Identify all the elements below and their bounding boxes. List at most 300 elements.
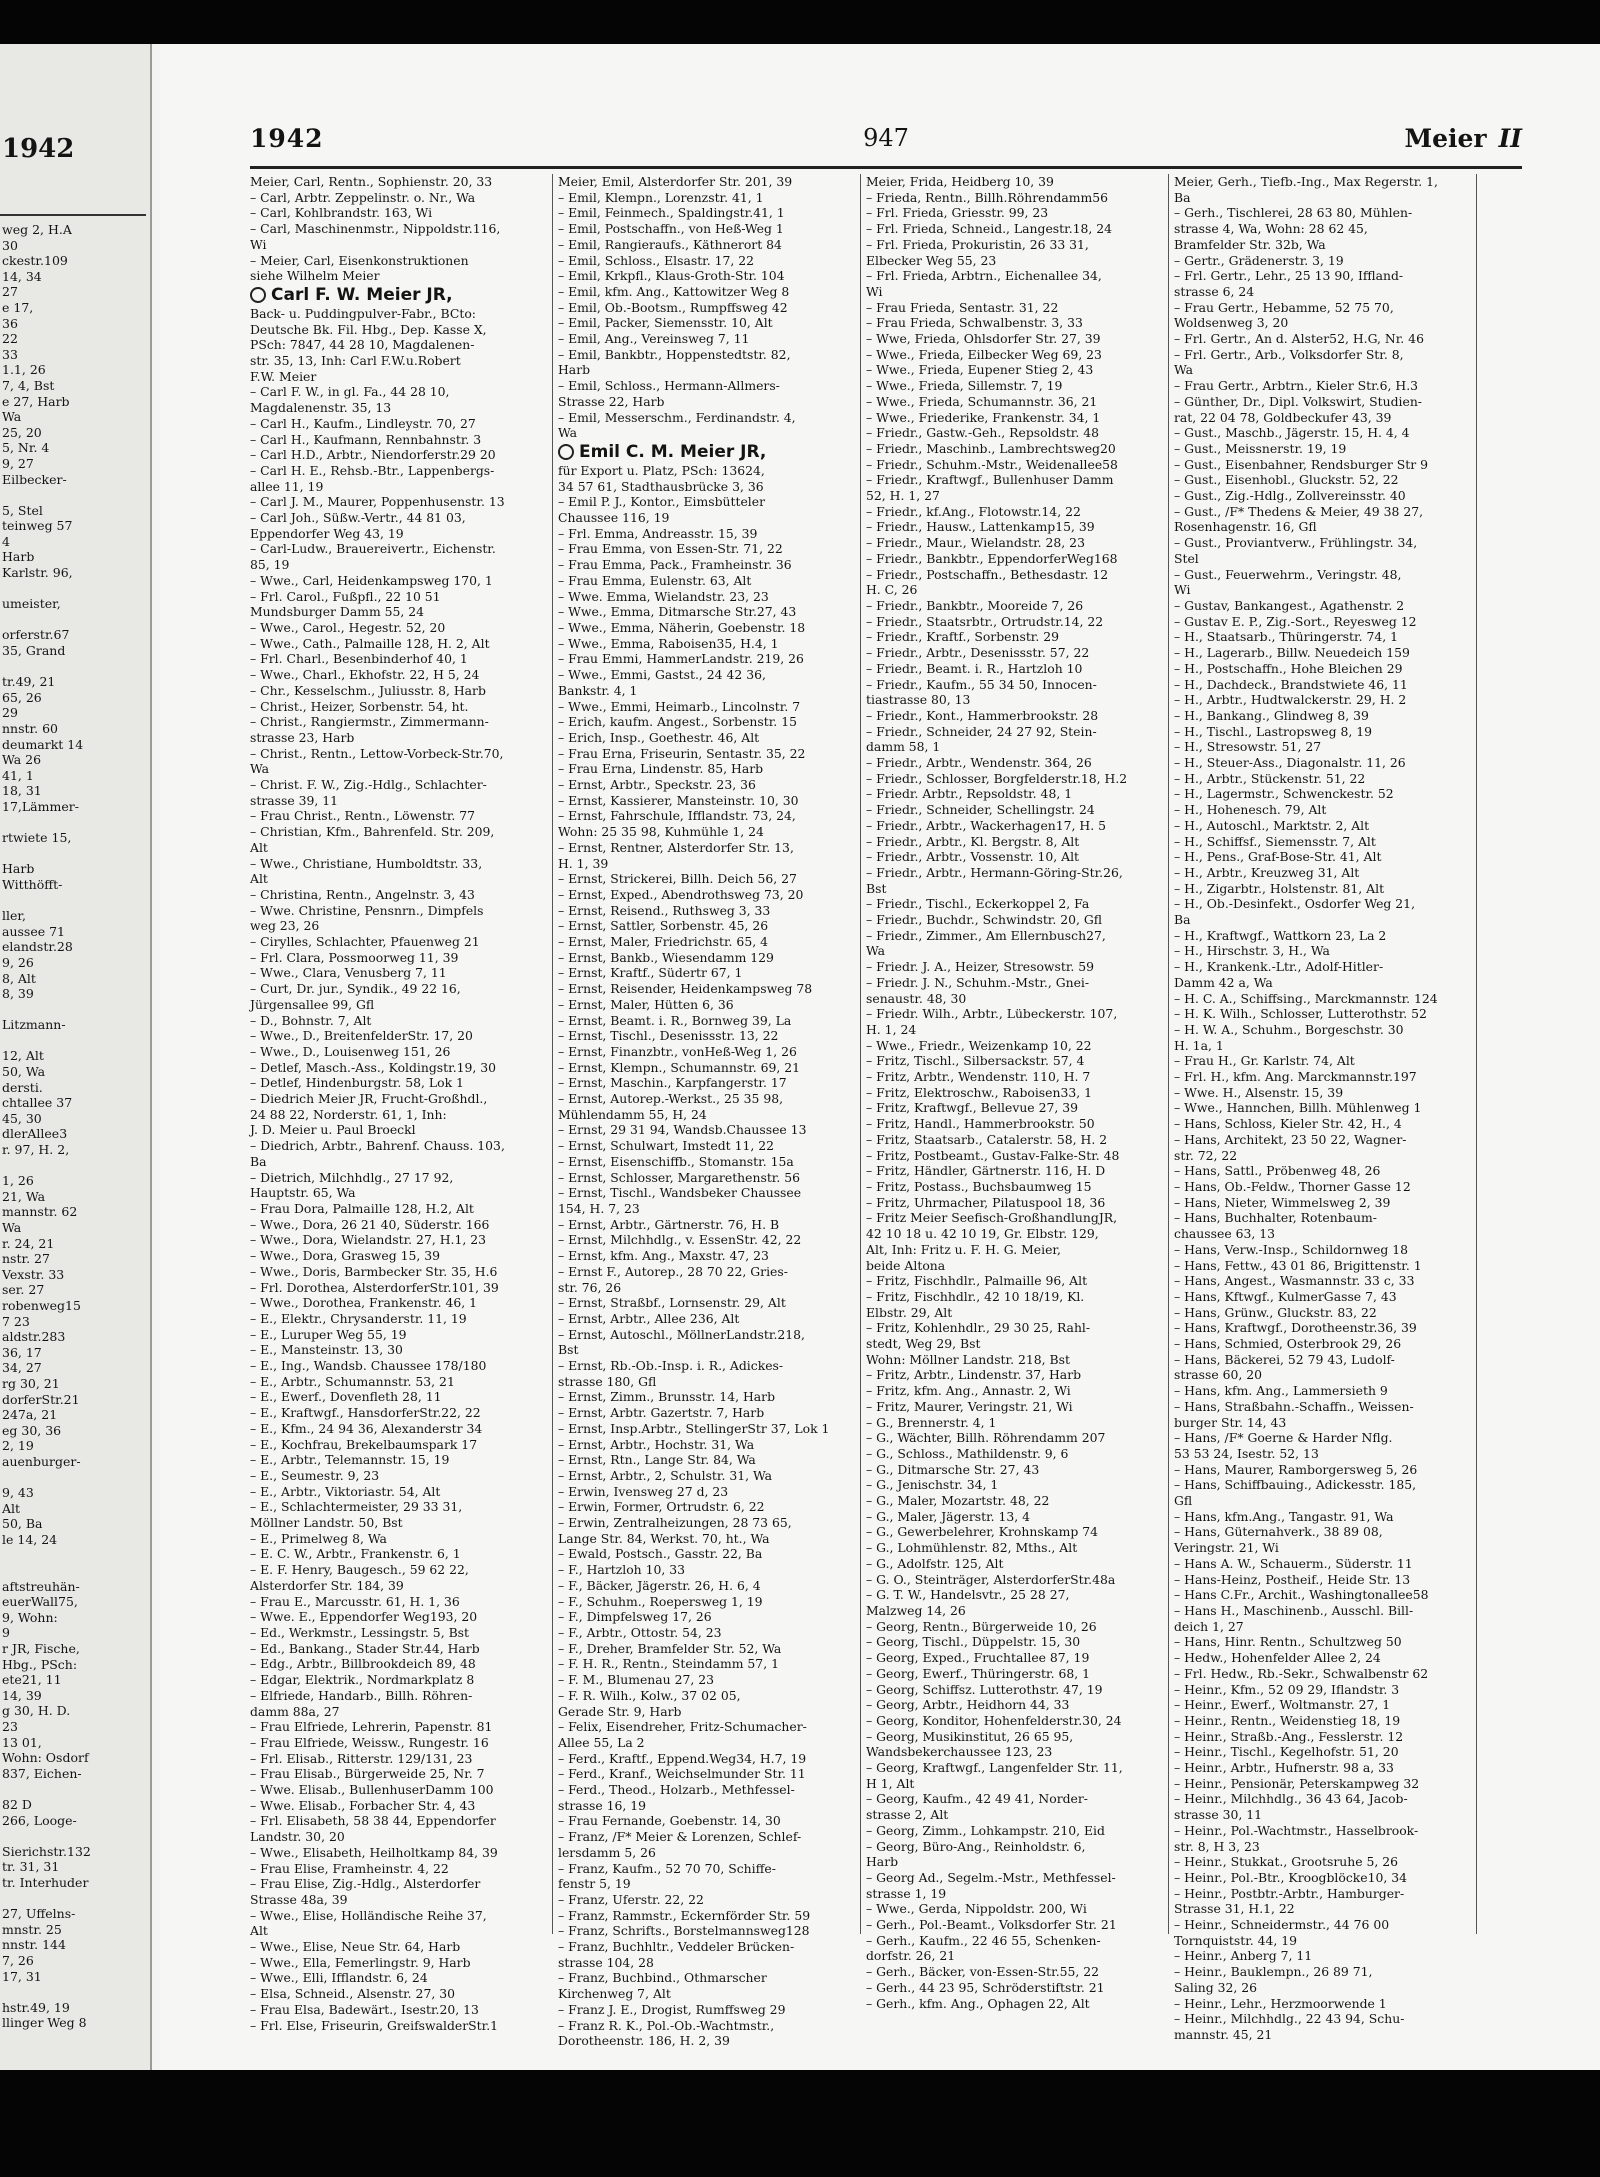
- directory-entry-line: Damm 42 a, Wa: [1174, 974, 1273, 990]
- directory-entry-line: – F., Dreher, Bramfelder Str. 52, Wa: [558, 1640, 782, 1656]
- directory-entry-line: – H., Arbtr., Stückenstr. 51, 22: [1174, 770, 1366, 786]
- directory-entry-line: – Wwe., Frieda, Schumannstr. 36, 21: [866, 393, 1098, 409]
- directory-entry-line: – H. W. A., Schuhm., Borgeschstr. 30: [1174, 1021, 1404, 1037]
- directory-entry-line: – Hans, Straßbahn.-Schaffn., Weissen-: [1174, 1398, 1414, 1414]
- directory-entry-line: – Heinr., Milchhdlg., 22 43 94, Schu-: [1174, 2011, 1405, 2027]
- directory-entry-line: – Gust., Proviantverw., Frühlingstr. 34,: [1174, 535, 1418, 551]
- directory-entry-line: – Emil, Postschaffn., von Heß-Weg 1: [558, 221, 784, 237]
- directory-entry-line: – G., Gewerbelehrer, Krohnskamp 74: [866, 1524, 1098, 1540]
- directory-entry-line: strasse 30, 11: [1174, 1807, 1263, 1823]
- directory-entry-line: F.W. Meier: [250, 368, 317, 384]
- directory-entry-line: – Friedr., Postschaffn., Bethesdastr. 12: [866, 566, 1109, 582]
- directory-entry-line: – G., Adolfstr. 125, Alt: [866, 1555, 1004, 1571]
- directory-entry-line: – Wwe. Elisab., Forbacher Str. 4, 43: [250, 1797, 476, 1813]
- directory-entry-line: – Wwe, Frieda, Ohlsdorfer Str. 27, 39: [866, 331, 1101, 347]
- directory-entry-line: – Ernst, 29 31 94, Wandsb.Chaussee 13: [558, 1122, 807, 1138]
- directory-entry-line: – Carl-Ludw., Brauereivertr., Eichenstr.: [250, 541, 496, 557]
- previous-page-line: Witthöfft-: [2, 876, 63, 892]
- column-4: [1174, 174, 1472, 2042]
- directory-entry-line: – Hans, Schiffbauing., Adickesstr. 185,: [1174, 1477, 1417, 1493]
- previous-page-lines: [2, 222, 148, 2031]
- directory-entry-line: – E., Kfm., 24 94 36, Alexanderstr 34: [250, 1420, 483, 1436]
- directory-entry-line: – Ernst F., Autorep., 28 70 22, Gries-: [558, 1263, 788, 1279]
- directory-entry-line: – Carl F. W., in gl. Fa., 44 28 10,: [250, 384, 450, 400]
- directory-entry-line: – Georg, Arbtr., Heidhorn 44, 33: [866, 1697, 1070, 1713]
- directory-entry-line: – F., Arbtr., Ottostr. 54, 23: [558, 1624, 722, 1640]
- directory-entry-line: allee 11, 19: [250, 478, 324, 494]
- directory-entry-line: – Felix, Eisendreher, Fritz-Schumacher-: [558, 1719, 807, 1735]
- directory-entry-line: – H., Lagerarb., Billw. Neuedeich 159: [1174, 645, 1410, 661]
- directory-entry-line: – H., Ob.-Desinfekt., Osdorfer Weg 21,: [1174, 896, 1416, 912]
- directory-entry-line: – Franz, Schrifts., Borstelmannsweg128: [558, 1923, 810, 1939]
- directory-entry-line: – Heinr., Pensionär, Peterskampweg 32: [1174, 1775, 1420, 1791]
- directory-entry-line: strasse 104, 28: [558, 1954, 654, 1970]
- display-advertisement-carl: [250, 284, 548, 306]
- previous-page-line: orferstr.67: [2, 627, 70, 643]
- column-divider: [552, 174, 553, 1934]
- directory-entry-line: strasse 180, Gfl: [558, 1373, 657, 1389]
- previous-page-line: hstr.49, 19: [2, 1999, 70, 2015]
- previous-page-line: 1.1, 26: [2, 362, 46, 378]
- previous-page-line: [2, 846, 148, 862]
- previous-page-line: 18, 31: [2, 783, 42, 799]
- previous-page-line: 29: [2, 705, 18, 721]
- previous-page-line: [2, 1470, 148, 1486]
- directory-entry-line: – Fritz, Fischhdlr., Palmaille 96, Alt: [866, 1273, 1088, 1289]
- directory-entry-line: Tornquiststr. 44, 19: [1174, 1932, 1298, 1948]
- directory-entry-line: – Fritz, Elektroschw., Raboisen33, 1: [866, 1084, 1092, 1100]
- directory-entry-line: – Franz J. E., Drogist, Rumffsweg 29: [558, 2001, 786, 2017]
- previous-page-line: Wa: [2, 409, 22, 425]
- directory-entry-line: – Franz, Buchhltr., Veddeler Brücken-: [558, 1939, 795, 1955]
- directory-entry-line: – Frl. Emma, Andreasstr. 15, 39: [558, 525, 758, 541]
- directory-entry-line: – Frau Elise, Zig.-Hdlg., Alsterdorfer: [250, 1876, 481, 1892]
- directory-entry-line: – Franz, Uferstr. 22, 22: [558, 1891, 704, 1907]
- previous-page-line: 14, 34: [2, 268, 42, 284]
- directory-entry-line: – Friedr., Staatsrbtr., Ortrudstr.14, 22: [866, 613, 1104, 629]
- directory-entry-line: – Erwin, Zentralheizungen, 28 73 65,: [558, 1515, 792, 1531]
- directory-entry-line: fenstr 5, 19: [558, 1876, 631, 1892]
- previous-page-line: Wohn: Osdorf: [2, 1750, 89, 1766]
- directory-entry-line: Hauptstr. 65, Wa: [250, 1185, 356, 1201]
- directory-entry-line: – Friedr. Wilh., Arbtr., Lübeckerstr. 107,: [866, 1006, 1118, 1022]
- previous-page-rule: [0, 214, 146, 216]
- directory-entry-line: – Ernst, Arbtr. Gazertstr. 7, Harb: [558, 1405, 765, 1421]
- directory-entry-line: – Georg, Kaufm., 42 49 41, Norder-: [866, 1791, 1088, 1807]
- directory-entry-line: – Ernst, Zimm., Brunsstr. 14, Harb: [558, 1389, 775, 1405]
- directory-entry-line: – F., Hartzloh 10, 33: [558, 1562, 685, 1578]
- directory-entry-line: – Friedr., Schneider, Schellingstr. 24: [866, 802, 1095, 818]
- directory-entry-line: – Friedr., Schuhm.-Mstr., Weidenallee58: [866, 456, 1118, 472]
- directory-entry-line: – Fritz, Handl., Hammerbrookstr. 50: [866, 1116, 1095, 1132]
- directory-entry-line: – Erwin, Former, Ortrudstr. 6, 22: [558, 1499, 765, 1515]
- directory-entry-line: – Meier, Carl, Eisenkonstruktionen: [250, 252, 469, 268]
- directory-entry-line: – Friedr., Zimmer., Am Ellernbusch27,: [866, 927, 1106, 943]
- directory-entry-line: – Friedr., Arbtr., Wendenstr. 364, 26: [866, 755, 1092, 771]
- previous-page-line: 34, 27: [2, 1360, 42, 1376]
- previous-page-line: 27: [2, 284, 18, 300]
- directory-entry-line: – H., Staatsarb., Thüringerstr. 74, 1: [1174, 629, 1398, 645]
- directory-entry-line: – Fritz Meier Seefisch-GroßhandlungJR,: [866, 1210, 1118, 1226]
- previous-page-line: nnstr. 60: [2, 721, 58, 736]
- directory-entry-line: – Christ., Rentn., Lettow-Vorbeck-Str.70,: [250, 745, 504, 761]
- directory-entry-line: – Detlef, Masch.-Ass., Koldingstr.19, 30: [250, 1059, 497, 1075]
- directory-entry-line: Wandsbekerchaussee 123, 23: [866, 1744, 1053, 1760]
- previous-page-strip: [0, 44, 152, 2070]
- directory-entry-line: – Hedw., Hohenfelder Allee 2, 24: [1174, 1650, 1381, 1666]
- directory-entry-line: Rosenhagenstr. 16, Gfl: [1174, 519, 1317, 535]
- directory-entry-line: – F., Bäcker, Jägerstr. 26, H. 6, 4: [558, 1577, 761, 1593]
- directory-entry-line: Eppendorfer Weg 43, 19: [250, 525, 404, 541]
- directory-entry-line: – Wwe., Ella, Femerlingstr. 9, Harb: [250, 1954, 471, 1970]
- directory-entry-line: – Wwe., Elli, Ifflandstr. 6, 24: [250, 1970, 428, 1986]
- directory-entry-line: – Carl J. M., Maurer, Poppenhusenstr. 13: [250, 494, 505, 510]
- previous-page-line: 36: [2, 315, 18, 331]
- directory-entry-line: – F. R. Wilh., Kolw., 37 02 05,: [558, 1687, 741, 1703]
- directory-entry-line: – H., Hirschstr. 3, H., Wa: [1174, 943, 1330, 959]
- directory-entry-line: Woldsenweg 3, 20: [1174, 315, 1289, 331]
- directory-entry-line: – Frau Emma, von Essen-Str. 71, 22: [558, 541, 783, 557]
- directory-entry-line: – Ernst, Insp.Arbtr., StellingerStr 37, Lok 1: [558, 1420, 830, 1436]
- directory-entry-line: – Friedr. Arbtr., Repsoldstr. 48, 1: [866, 786, 1073, 802]
- directory-entry-line: Meier, Gerh., Tiefb.-Ing., Max Regerstr. 1,: [1174, 174, 1438, 189]
- directory-entry-line: Saling 32, 26: [1174, 1979, 1258, 1995]
- previous-page-year: 1942: [2, 134, 75, 164]
- directory-entry-line: – Wwe., Dorothea, Frankenstr. 46, 1: [250, 1295, 477, 1311]
- directory-entry-line: – Hans, Maurer, Ramborgersweg 5, 26: [1174, 1461, 1418, 1477]
- previous-page-line: Sierichstr.132: [2, 1843, 91, 1859]
- previous-page-line: 82 D: [2, 1796, 32, 1812]
- directory-entry-line: – Wwe., Dora, Grasweg 15, 39: [250, 1248, 440, 1264]
- directory-entry-line: rat, 22 04 78, Goldbeckufer 43, 39: [1174, 409, 1392, 425]
- directory-entry-line: – Hans, Verw.-Insp., Schildornweg 18: [1174, 1241, 1409, 1257]
- directory-entry-line: – Ernst, Arbtr., Allee 236, Alt: [558, 1310, 740, 1326]
- directory-entry-line: – Heinr., Milchhdlg., 36 43 64, Jacob-: [1174, 1791, 1408, 1807]
- directory-entry-line: – Carl, Kohlbrandstr. 163, Wi: [250, 205, 433, 221]
- directory-entry-line: – Emil, Packer, Siemensstr. 10, Alt: [558, 315, 773, 331]
- directory-entry-line: – Hans, Architekt, 23 50 22, Wagner-: [1174, 1131, 1407, 1147]
- previous-page-line: [2, 893, 148, 909]
- directory-entry-line: – Frl. Frieda, Prokuristin, 26 33 31,: [866, 236, 1089, 252]
- directory-entry-line: – Edg., Arbtr., Billbrookdeich 89, 48: [250, 1656, 476, 1672]
- directory-entry-line: – Frl. Carol., Fußpfl., 22 10 51: [250, 588, 441, 604]
- header-year: 1942: [250, 124, 324, 153]
- directory-entry-line: deich 1, 27: [1174, 1618, 1244, 1634]
- directory-entry-line: – Gerh., kfm. Ang., Ophagen 22, Alt: [866, 1995, 1090, 2011]
- directory-entry-line: Stel: [1174, 550, 1199, 566]
- directory-entry-line: senaustr. 48, 30: [866, 990, 967, 1006]
- directory-entry-line: – Heinr., Kfm., 52 09 29, Iflandstr. 3: [1174, 1681, 1400, 1697]
- previous-page-line: euerWall75,: [2, 1594, 78, 1610]
- directory-entry-line: Wa: [866, 943, 886, 959]
- directory-entry-line: – Frl. Dorothea, AlsterdorferStr.101, 39: [250, 1279, 499, 1295]
- directory-entry-line: – H., Lagermstr., Schwenckestr. 52: [1174, 786, 1394, 802]
- directory-entry-line: – Georg, Musikinstitut, 26 65 95,: [866, 1728, 1074, 1744]
- previous-page-line: chtallee 37: [2, 1095, 73, 1111]
- previous-page-line: ckestr.109: [2, 253, 68, 269]
- previous-page-line: 7 23: [2, 1313, 30, 1329]
- directory-entry-line: – Frau E., Marcusstr. 61, H. 1, 36: [250, 1593, 460, 1609]
- directory-entry-line: – Christ., Rangiermstr., Zimmermann-: [250, 714, 489, 730]
- directory-entry-line: Wa: [558, 425, 578, 441]
- directory-entry-line: – Emil, Rangieraufs., Käthnerort 84: [558, 236, 782, 252]
- directory-entry-line: str. 76, 26: [558, 1279, 622, 1295]
- directory-entry-line: – Ernst, Autorep.-Werkst., 25 35 98,: [558, 1091, 784, 1107]
- directory-entry-line: – Ernst, Kassierer, Mansteinstr. 10, 30: [558, 792, 799, 808]
- previous-page-line: 247a, 21: [2, 1407, 58, 1423]
- directory-entry-line: – Georg, Schiffsz. Lutterothstr. 47, 19: [866, 1681, 1103, 1697]
- directory-entry-line: – Fritz, Postbeamt., Gustav-Falke-Str. 48: [866, 1147, 1120, 1163]
- previous-page-line: 23: [2, 1719, 18, 1734]
- directory-entry-line: – Ernst, Rb.-Ob.-Insp. i. R., Adickes-: [558, 1358, 784, 1374]
- directory-entry-line: – F. M., Blumenau 27, 23: [558, 1672, 715, 1688]
- directory-entry-line: Möllner Landstr. 50, Bst: [250, 1515, 403, 1531]
- directory-entry-line: – Wwe., Friederike, Frankenstr. 34, 1: [866, 409, 1101, 425]
- directory-entry-line: chaussee 63, 13: [1174, 1226, 1276, 1242]
- directory-entry-line: – Ernst, Rentner, Alsterdorfer Str. 13,: [558, 839, 794, 855]
- directory-entry-line: – Wwe., Emma, Ditmarsche Str.27, 43: [558, 604, 797, 620]
- directory-entry-line: – Wwe., Hannchen, Billh. Mühlenweg 1: [1174, 1100, 1422, 1116]
- directory-entry-line: – Georg Ad., Segelm.-Mstr., Methfessel-: [866, 1869, 1116, 1885]
- previous-page-line: aftstreuhän-: [2, 1578, 80, 1594]
- directory-entry-line: – Dietrich, Milchhdlg., 27 17 92,: [250, 1169, 454, 1185]
- directory-entry-line: – Emil, kfm. Ang., Kattowitzer Weg 8: [558, 283, 790, 299]
- previous-page-line: [2, 487, 148, 503]
- directory-entry-line: – Carl, Arbtr. Zeppelinstr. o. Nr., Wa: [250, 189, 476, 205]
- directory-entry-line: – Friedr., Hausw., Lattenkamp15, 39: [866, 519, 1095, 535]
- directory-entry-line: strasse 1, 19: [866, 1885, 947, 1901]
- directory-entry-line: Malzweg 14, 26: [866, 1602, 966, 1618]
- directory-entry-line: – Friedr., Arbtr., Desenissstr. 57, 22: [866, 645, 1090, 661]
- directory-entry-line: – Friedr., Maur., Wielandstr. 28, 23: [866, 535, 1085, 551]
- directory-entry-line: – Friedr., Arbtr., Wackerhagen17, H. 5: [866, 817, 1106, 833]
- previous-page-line: aussee 71: [2, 923, 66, 939]
- directory-entry-line: – Elsa, Schneid., Alsenstr. 27, 30: [250, 1986, 455, 2002]
- previous-page-line: 36, 17: [2, 1344, 42, 1360]
- previous-page-line: r. 24, 21: [2, 1235, 55, 1251]
- directory-entry-line: – Friedr., Bankbtr., Mooreide 7, 26: [866, 597, 1084, 613]
- page-number: 947: [863, 124, 909, 152]
- directory-entry-line: strasse 39, 11: [250, 792, 339, 808]
- directory-entry-line: – Ernst, Milchhdlg., v. EssenStr. 42, 22: [558, 1232, 802, 1248]
- directory-entry-line: – Heinr., Rentn., Weidenstieg 18, 19: [1174, 1712, 1401, 1728]
- directory-entry-line: – Ernst, Tischl., Desenissstr. 13, 22: [558, 1028, 779, 1044]
- directory-entry-line: – Wwe., Elise, Neue Str. 64, Harb: [250, 1939, 461, 1955]
- directory-entry-line: – Frl. Else, Friseurin, GreifswalderStr.1: [250, 2017, 499, 2033]
- directory-entry-line: – Gerh., 44 23 95, Schröderstiftstr. 21: [866, 1979, 1105, 1995]
- directory-entry-line: – Frau Gertr., Hebamme, 52 75 70,: [1174, 299, 1394, 315]
- directory-entry-line: H 1, Alt: [866, 1775, 915, 1791]
- previous-page-line: 21, Wa: [2, 1188, 46, 1204]
- directory-entry-line: – Frl. Frieda, Arbtrn., Eichenallee 34,: [866, 268, 1102, 284]
- previous-page-line: 30: [2, 237, 18, 253]
- directory-entry-line: – H., Steuer-Ass., Diagonalstr. 11, 26: [1174, 755, 1406, 771]
- directory-entry-line: Lange Str. 84, Werkst. 70, ht., Wa: [558, 1530, 770, 1546]
- directory-entry-line: – Hans, kfm. Ang., Lammersieth 9: [1174, 1383, 1388, 1399]
- directory-entry-line: – Ed., Werkmstr., Lessingstr. 5, Bst: [250, 1624, 470, 1640]
- previous-page-line: 12, Alt: [2, 1048, 44, 1064]
- directory-entry-line: – E., Ewerf., Dovenfleth 28, 11: [250, 1389, 442, 1405]
- directory-entry-line: – G. O., Steinträger, AlsterdorferStr.48a: [866, 1571, 1116, 1587]
- directory-entry-line: – Wwe., Emma, Näherin, Goebenstr. 18: [558, 619, 806, 635]
- directory-entry-line: Bankstr. 4, 1: [558, 682, 638, 698]
- directory-entry-line: – Ernst, Finanzbtr., vonHeß-Weg 1, 26: [558, 1043, 797, 1059]
- directory-entry-line: Back- u. Puddingpulver-Fabr., BCto:: [250, 305, 476, 321]
- directory-entry-line: – Ernst, Arbtr., Gärtnerstr. 76, H. B: [558, 1216, 780, 1232]
- directory-entry-line: Wi: [250, 236, 267, 252]
- previous-page-line: deumarkt 14: [2, 736, 84, 752]
- directory-entry-line: – Wwe., Emmi, Heimarb., Lincolnstr. 7: [558, 698, 801, 714]
- directory-entry-line: – Frl. Frieda, Schneid., Langestr.18, 24: [866, 221, 1113, 237]
- directory-entry-line: – Frieda, Rentn., Billh.Röhrendamm56: [866, 189, 1109, 205]
- advertisement-name: Emil C. M. Meier JR,: [579, 441, 767, 462]
- directory-entry-line: Wohn: Möllner Landstr. 218, Bst: [866, 1351, 1070, 1367]
- directory-entry-line: – Wwe., D., BreitenfelderStr. 17, 20: [250, 1028, 473, 1044]
- directory-entry-line: Harb: [866, 1854, 899, 1870]
- directory-entry-line: – Hans, Nieter, Wimmelsweg 2, 39: [1174, 1194, 1391, 1210]
- previous-page-line: dorferStr.21: [2, 1391, 80, 1407]
- directory-entry-line: – Ernst, Exped., Abendrothsweg 73, 20: [558, 886, 804, 902]
- directory-entry-line: – Erich, Insp., Goethestr. 46, Alt: [558, 729, 760, 745]
- directory-entry-line: – E., Arbtr., Viktoriastr. 54, Alt: [250, 1483, 441, 1499]
- column-divider: [1168, 174, 1169, 1934]
- directory-entry-line: – Frau Gertr., Arbtrn., Kieler Str.6, H.3: [1174, 378, 1419, 394]
- directory-entry-line: mannstr. 45, 21: [1174, 2026, 1273, 2042]
- directory-entry-line: Ba: [1174, 189, 1191, 205]
- directory-entry-line: – Frau Dora, Palmaille 128, H.2, Alt: [250, 1201, 474, 1216]
- directory-entry-line: Meier, Carl, Rentn., Sophienstr. 20, 33: [250, 174, 493, 189]
- previous-page-line: 13 01,: [2, 1734, 42, 1750]
- directory-entry-line: – Heinr., Stukkat., Grootsruhe 5, 26: [1174, 1854, 1398, 1870]
- directory-entry-line: – Ernst, Schulwart, Imstedt 11, 22: [558, 1138, 774, 1154]
- directory-entry-line: – Fritz, Händler, Gärtnerstr. 116, H. D: [866, 1163, 1106, 1179]
- directory-entry-line: – E., Elektr., Chrysanderstr. 11, 19: [250, 1310, 467, 1326]
- directory-entry-line: – Fritz, Postass., Buchsbaumweg 15: [866, 1179, 1092, 1194]
- directory-entry-line: – Ernst, Fahrschule, Ifflandstr. 73, 24,: [558, 808, 796, 824]
- directory-entry-line: – Frau Christ., Rentn., Löwenstr. 77: [250, 808, 476, 824]
- previous-page-line: r. 97, H. 2,: [2, 1142, 70, 1158]
- directory-entry-line: 42 10 18 u. 42 10 19, Gr. Elbstr. 129,: [866, 1226, 1099, 1242]
- directory-entry-line: – H., Kraftwgf., Wattkorn 23, La 2: [1174, 927, 1387, 943]
- directory-entry-line: Gfl: [1174, 1493, 1193, 1509]
- directory-entry-line: Wi: [866, 283, 883, 299]
- directory-entry-line: lersdamm 5, 26: [558, 1844, 656, 1860]
- previous-page-line: Alt: [2, 1500, 21, 1516]
- directory-entry-line: – Elfriede, Handarb., Billh. Röhren-: [250, 1687, 473, 1703]
- directory-entry-line: – Hans, Schmied, Osterbrook 29, 26: [1174, 1336, 1402, 1352]
- previous-page-line: tr. 31, 31: [2, 1859, 60, 1875]
- previous-page-line: r JR, Fische,: [2, 1641, 80, 1657]
- previous-page-line: [2, 1547, 148, 1563]
- directory-entry-line: – Georg, Büro-Ang., Reinholdstr. 6,: [866, 1838, 1086, 1854]
- directory-entry-line: – G., Maler, Jägerstr. 13, 4: [866, 1508, 1031, 1524]
- directory-entry-line: – F. H. R., Rentn., Steindamm 57, 1: [558, 1656, 779, 1672]
- directory-entry-line: – Erwin, Ivensweg 27 d, 23: [558, 1483, 729, 1499]
- directory-entry-line: – G., Jenischstr. 34, 1: [866, 1477, 999, 1493]
- previous-page-line: [2, 1984, 148, 2000]
- directory-entry-line: – Emil, Schloss., Hermann-Allmers-: [558, 378, 780, 394]
- directory-entry-line: – Frau H., Gr. Karlstr. 74, Alt: [1174, 1053, 1355, 1069]
- header-surname: [1404, 124, 1522, 153]
- directory-entry-line: – Wwe., Frieda, Eupener Stieg 2, 43: [866, 362, 1094, 378]
- directory-entry-line: Veringstr. 21, Wi: [1174, 1540, 1279, 1556]
- column-1: [250, 174, 548, 2033]
- directory-entry-line: – Frau Frieda, Sentastr. 31, 22: [866, 299, 1059, 315]
- previous-page-line: [2, 659, 148, 675]
- directory-entry-line: – Friedr., Bankbtr., EppendorferWeg168: [866, 550, 1118, 566]
- directory-entry-line: Magdalenenstr. 35, 13: [250, 400, 392, 416]
- directory-entry-line: – Emil, Schloss., Elsastr. 17, 22: [558, 252, 755, 268]
- directory-entry-line: – Ed., Bankang., Stader Str.44, Harb: [250, 1640, 480, 1656]
- directory-entry-line: – E. C. W., Arbtr., Frankenstr. 6, 1: [250, 1546, 461, 1562]
- directory-entry-line: 154, H. 7, 23: [558, 1201, 640, 1216]
- directory-entry-line: – Fritz, Uhrmacher, Pilatuspool 18, 36: [866, 1194, 1106, 1210]
- previous-page-line: 9, 43: [2, 1485, 34, 1501]
- directory-entry-line: – Fritz, Kohlenhdlr., 29 30 25, Rahl-: [866, 1320, 1091, 1336]
- directory-entry-line: – Frau Erna, Lindenstr. 85, Harb: [558, 761, 764, 777]
- previous-page-line: rg 30, 21: [2, 1375, 60, 1391]
- directory-entry-line: – Hans C.Fr., Archit., Washingtonallee58: [1174, 1587, 1429, 1603]
- previous-page-line: Wa: [2, 1220, 22, 1235]
- directory-entry-line: – Friedr., kf.Ang., Flotowstr.14, 22: [866, 503, 1081, 519]
- directory-entry-line: – Hans, Fettw., 43 01 86, Brigittenstr. 1: [1174, 1257, 1422, 1273]
- directory-entry-line: Mühlendamm 55, H, 24: [558, 1106, 707, 1122]
- directory-entry-line: damm 88a, 27: [250, 1703, 340, 1719]
- directory-entry-line: siehe Wilhelm Meier: [250, 268, 380, 284]
- directory-entry-line: – Ernst, Klempn., Schumannstr. 69, 21: [558, 1059, 800, 1075]
- directory-entry-line: 52, H. 1, 27: [866, 488, 940, 504]
- page-header: [250, 124, 1522, 164]
- previous-page-line: [2, 1033, 148, 1049]
- directory-entry-line: – Ernst, Reisend., Ruthsweg 3, 33: [558, 902, 771, 918]
- directory-entry-line: – Hans, Buchhalter, Rotenbaum-: [1174, 1210, 1377, 1226]
- directory-entry-line: – Franz, /F* Meier & Lorenzen, Schlef-: [558, 1829, 802, 1845]
- directory-entry-line: 85, 19: [250, 557, 290, 573]
- directory-entry-line: – Christ., Heizer, Sorbenstr. 54, ht.: [250, 698, 469, 714]
- directory-entry-line: – Frl. Elisab., Ritterstr. 129/131, 23: [250, 1750, 473, 1766]
- directory-entry-line: – E., Schlachtermeister, 29 33 31,: [250, 1499, 463, 1515]
- directory-entry-line: – Hans, Angest., Wasmannstr. 33 c, 33: [1174, 1273, 1415, 1289]
- previous-page-line: [2, 612, 148, 628]
- directory-entry-line: – Wwe., Gerda, Nippoldstr. 200, Wi: [866, 1901, 1087, 1917]
- directory-entry-line: Harb: [558, 362, 591, 378]
- previous-page-line: [2, 1828, 148, 1844]
- directory-entry-line: Mundsburger Damm 55, 24: [250, 604, 425, 620]
- directory-entry-line: – E., Kraftwgf., HansdorferStr.22, 22: [250, 1405, 481, 1421]
- previous-page-line: [2, 581, 148, 597]
- directory-entry-line: – E., Arbtr., Schumannstr. 53, 21: [250, 1373, 455, 1389]
- directory-entry-line: – Hans A. W., Schauerm., Süderstr. 11: [1174, 1555, 1413, 1571]
- directory-entry-line: – Friedr., Kaufm., 55 34 50, Innocen-: [866, 676, 1097, 692]
- previous-page-line: aldstr.283: [2, 1329, 66, 1345]
- directory-entry-line: – Gust., Eisenhobl., Gluckstr. 52, 22: [1174, 472, 1399, 488]
- previous-page-line: nstr. 27: [2, 1251, 50, 1267]
- directory-entry-line: – Friedr., Maschinb., Lambrechtsweg20: [866, 440, 1116, 456]
- directory-entry-line: – H., Arbtr., Hudtwalckerstr. 29, H. 2: [1174, 692, 1407, 708]
- directory-entry-line: – Wwe., Dora, Wielandstr. 27, H.1, 23: [250, 1232, 486, 1248]
- directory-entry-line: – Georg, Konditor, Hohenfelderstr.30, 24: [866, 1712, 1122, 1728]
- directory-entry-line: Dorotheenstr. 186, H. 2, 39: [558, 2033, 730, 2049]
- directory-entry-line: Elbecker Weg 55, 23: [866, 252, 997, 268]
- directory-entry-line: – Edgar, Elektrik., Nordmarkplatz 8: [250, 1672, 475, 1688]
- directory-entry-line: Meier, Emil, Alsterdorfer Str. 201, 39: [558, 174, 793, 189]
- directory-entry-line: – Wwe., Cath., Palmaille 128, H. 2, Alt: [250, 635, 490, 651]
- directory-entry-line: – Heinr., Lehr., Herzmoorwende 1: [1174, 1995, 1387, 2011]
- previous-page-line: 5, Stel: [2, 502, 43, 518]
- directory-entry-line: – Ernst, Maler, Hütten 6, 36: [558, 996, 734, 1012]
- directory-entry-line: – Fritz, Fischhdlr., 42 10 18/19, Kl.: [866, 1288, 1085, 1304]
- directory-entry-line: – Friedr. J. N., Schuhm.-Mstr., Gnei-: [866, 974, 1090, 990]
